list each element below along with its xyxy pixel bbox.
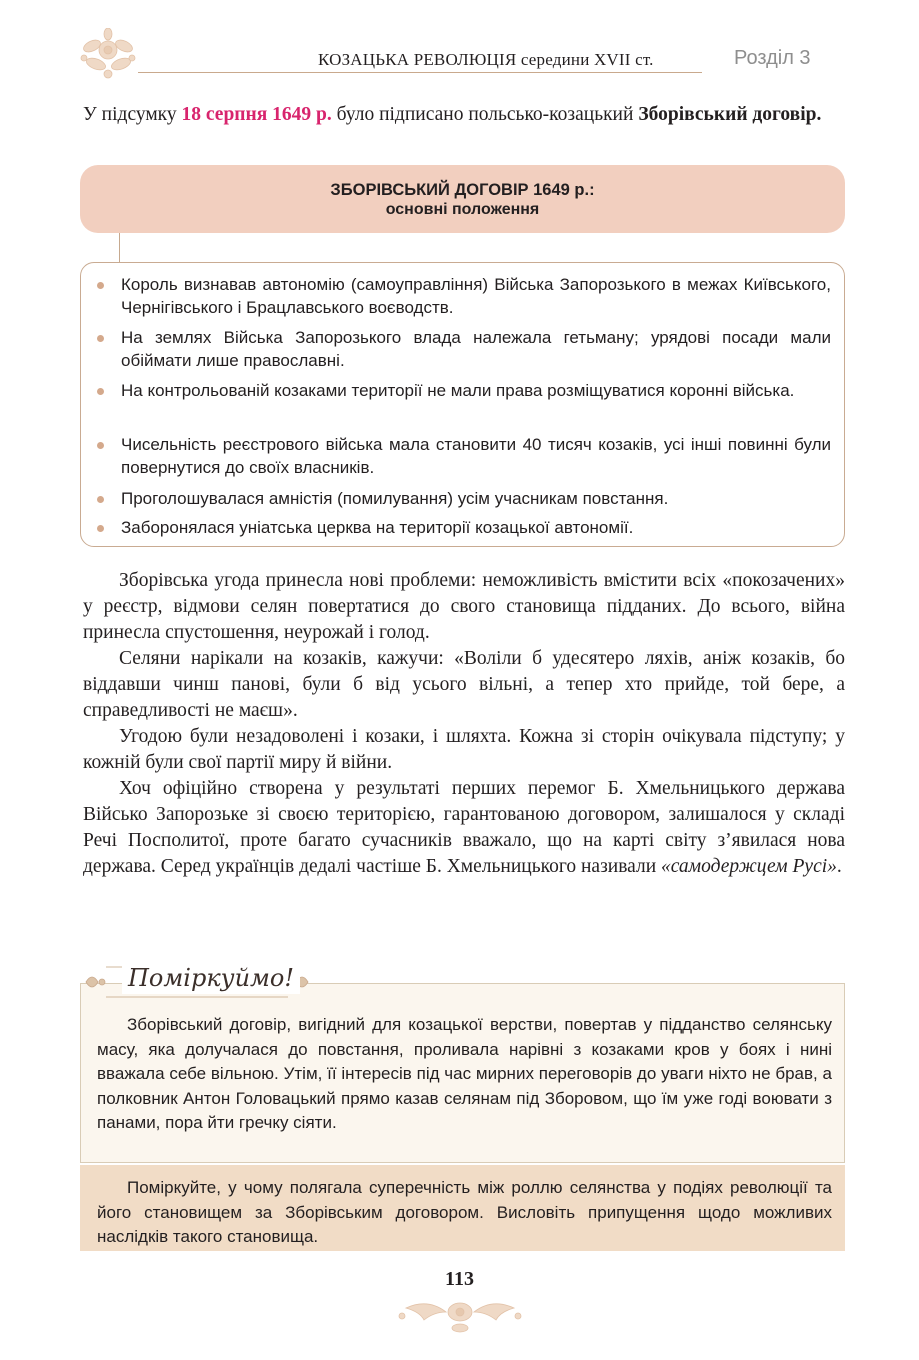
body-paragraph: Зборівська угода принесла нові проблеми: неможливість вмістити всіх «покозачених» у реєстр, відмови селян повертатися до свого становища підданих. До всього, війна принесла спустошення, неурожай і голод. [83, 570, 845, 643]
treaty-heading-box [80, 165, 845, 233]
list-item-text: Заборонялася уніатська церква на території козацької автономії. [121, 518, 634, 537]
list-item-text: Король визнавав автономію (самоуправління) Війська Запорозького в межах Київського, Чернігівського і Брацлавського воєводств. [121, 275, 831, 317]
header-rule [138, 72, 702, 73]
list-item [121, 487, 831, 510]
body-paragraph-main: Хоч офіційно створена у результаті перших перемог Б. Хмельницького держава Військо Запорозьке зі своєю територією, гарантованою договором, залишалося у складі Речі Посполитої, проте багато сучасників вважало, що на карті світу з’явилася нова держава. Серед українців дедалі частіше Б. Хмельницького називали [83, 778, 845, 877]
body-quote: «самодержцем Русі» [661, 856, 837, 877]
bullet-icon [97, 335, 104, 342]
floral-ornament-icon [78, 28, 138, 80]
list-item-text: На контрольованій козаками території не мали права розміщуватися коронні війська. [121, 381, 795, 400]
connector-line [119, 233, 120, 263]
think-text: Зборівський договір, вигідний для козацької верстви, повертав у підданство селянську масу, яка долучалася до повстання, проливала нарівні з козаками кров у боях і нині вважала себе вільною. Утім, її інтересів під час мирних переговорів до уваги ніхто не брав, а полковник Антон Головацький прямо казав селянам під Зборовом, що їм уже годі воювати з панами, пора йти гречку сіяти. [97, 1015, 832, 1132]
bullet-icon [97, 496, 104, 503]
bottom-ornament-icon [396, 1290, 524, 1334]
running-header-rest: середини XVII ст. [516, 50, 654, 69]
body-text [83, 568, 845, 880]
bullet-icon [97, 282, 104, 289]
list-item-text: Проголошувалася амністія (помилування) усім учасникам повстання. [121, 489, 669, 508]
body-paragraph-end: . [836, 856, 842, 877]
running-header-caps: КОЗАЦЬКА РЕВОЛЮЦІЯ [318, 50, 517, 69]
question-text: Поміркуйте, у чому полягала суперечність між роллю селянства у подіях революції та його становищем за Зборівським договором. Висловіть припущення щодо можливих наслідків такого становища. [97, 1178, 832, 1246]
bullet-icon [97, 525, 104, 532]
think-label: Поміркуймо! [122, 962, 300, 994]
intro-paragraph [83, 101, 845, 128]
body-paragraph: Угодою були незадоволені і козаки, і шляхта. Кожна зі сторін очікувала підступу; у кожній були свої партії миру й війни. [83, 726, 845, 773]
running-header [318, 50, 654, 70]
bullet-icon [97, 442, 104, 449]
list-item [121, 273, 831, 319]
section-label: Розділ 3 [734, 47, 811, 69]
list-item [121, 379, 831, 402]
intro-treaty: Зборівський договір. [638, 104, 822, 125]
intro-before: У підсумку [83, 104, 182, 125]
list-item [121, 433, 831, 479]
list-item [121, 326, 831, 372]
intro-date: 18 серпня 1649 р. [181, 104, 332, 125]
intro-middle: було підписано польсько-козацький [331, 104, 639, 125]
body-paragraph: Селяни нарікали на козаків, кажучи: «Воліли б удесятеро ляхів, аніж козаків, бо віддавши чинш панові, були б від усього вільні, а тепер хто прийде, той бере, а справедливості не маєш». [83, 648, 845, 721]
list-item-text: На землях Війська Запорозького влада належала гетьману; урядові посади мали обіймати лише православні. [121, 328, 831, 370]
body-paragraph [83, 776, 845, 880]
treaty-heading: ЗБОРІВСЬКИЙ ДОГОВІР 1649 р.: [330, 181, 595, 199]
list-item-text: Чисельність реєстрового війська мала становити 40 тисяч козаків, усі інші повинні були повернутися до своїх власників. [121, 435, 831, 477]
treaty-subheading: основні положення [385, 201, 540, 218]
treaty-provisions-list [80, 262, 845, 547]
bullet-icon [97, 388, 104, 395]
list-item [121, 516, 831, 539]
page-number: 113 [445, 1268, 474, 1290]
